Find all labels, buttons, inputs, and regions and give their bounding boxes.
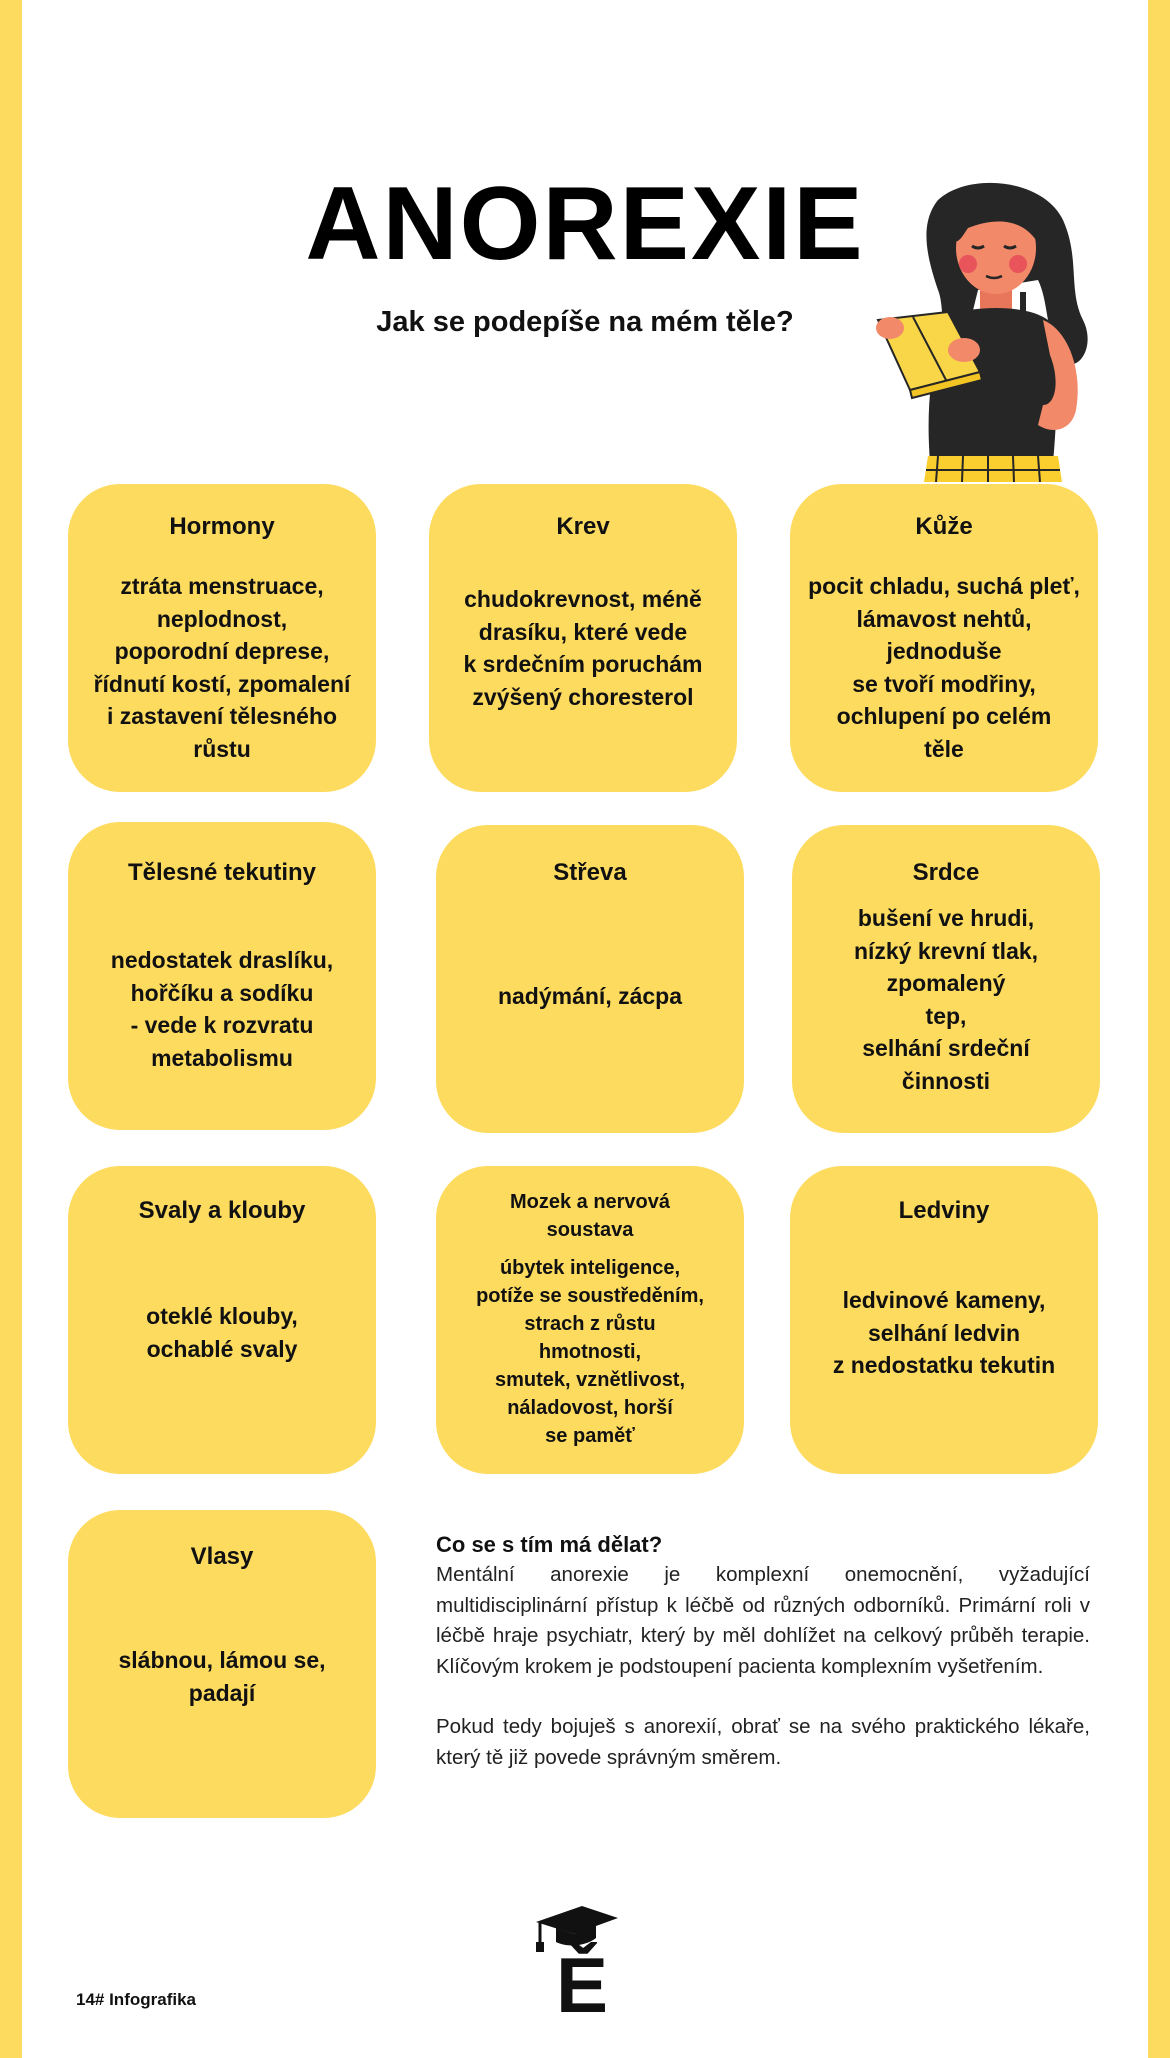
card-body: chudokrevnost, méně drasíku, které vede k srdečním poruchám zvýšený choresterol	[463, 586, 703, 710]
card-vlasy	[68, 1510, 376, 1818]
card-body: ledvinové kameny, selhání ledvin z nedostatku tekutin	[832, 1287, 1056, 1378]
card-mozek-a-nervova-soustava	[436, 1166, 744, 1474]
card-title: Srdce	[912, 859, 980, 886]
card-body: slábnou, lámou se, padají	[118, 1647, 326, 1706]
card-srdce	[792, 825, 1100, 1133]
footer-label: 14# Infografika	[76, 1990, 196, 2009]
card-body: úbytek inteligence, potíže se soustředěním, strach z růstu hmotnosti, smutek, vznětlivost, náladovost, horší se paměť	[476, 1257, 704, 1447]
graduation-cap-logo-icon	[534, 1902, 620, 2014]
card-kuze	[790, 484, 1098, 792]
card-hormony	[68, 484, 376, 792]
card-ledviny	[790, 1166, 1098, 1474]
page-subtitle: Jak se podepíše na mém těle?	[376, 306, 794, 338]
card-title: Ledviny	[898, 1197, 990, 1224]
card-streva	[436, 825, 744, 1133]
card-title: Mozek a nervová soustava	[509, 1191, 671, 1241]
card-title: Tělesné tekutiny	[127, 859, 317, 886]
card-title: Střeva	[553, 859, 627, 886]
card-body: nadýmání, zácpa	[497, 983, 683, 1009]
card-title: Svaly a klouby	[138, 1197, 306, 1224]
info-section	[436, 1530, 1090, 1803]
info-paragraph-1: Mentální anorexie je komplexní onemocnění, vyžadující multidisciplinární přístup k léčbě od různých odborníků. Primární roli v léčbě hraje psychiatr, který by měl dohlížet na celkový průběh terapie. Klíčovým krokem je podstoupení pacienta komplexním vyšetřením.	[436, 1563, 1090, 1678]
card-title: Kůže	[915, 513, 973, 540]
girl-reading-illustration	[868, 180, 1118, 482]
info-paragraph-2: Pokud tedy bojuješ s anorexií, obrať se na svého praktického lékaře, který tě již povede správným směrem.	[436, 1715, 1090, 1769]
card-body: ztráta menstruace, neplodnost, poporodní deprese, řídnutí kostí, zpomalení i zastavení tělesného růstu	[93, 573, 351, 762]
card-title: Krev	[556, 513, 610, 540]
card-svaly-a-klouby	[68, 1166, 376, 1474]
card-body: pocit chladu, suchá pleť, lámavost nehtů, jednoduše se tvoří modřiny, ochlupení po celém těle	[808, 573, 1080, 762]
logo-letter: Ě	[555, 1941, 609, 2014]
card-telesne-tekutiny	[68, 822, 376, 1130]
card-title: Vlasy	[190, 1543, 254, 1570]
page-title: ANOREXIE	[305, 166, 865, 282]
card-title: Hormony	[169, 513, 275, 540]
card-body: oteklé klouby, ochablé svaly	[146, 1303, 298, 1362]
info-heading: Co se s tím má dělat?	[436, 1532, 663, 1557]
card-body: nedostatek draslíku, hořčíku a sodíku - vede k rozvratu metabolismu	[110, 947, 334, 1071]
card-krev	[429, 484, 737, 792]
card-body: bušení ve hrudi, nízký krevní tlak, zpomalený tep, selhání srdeční činnosti	[853, 905, 1039, 1094]
